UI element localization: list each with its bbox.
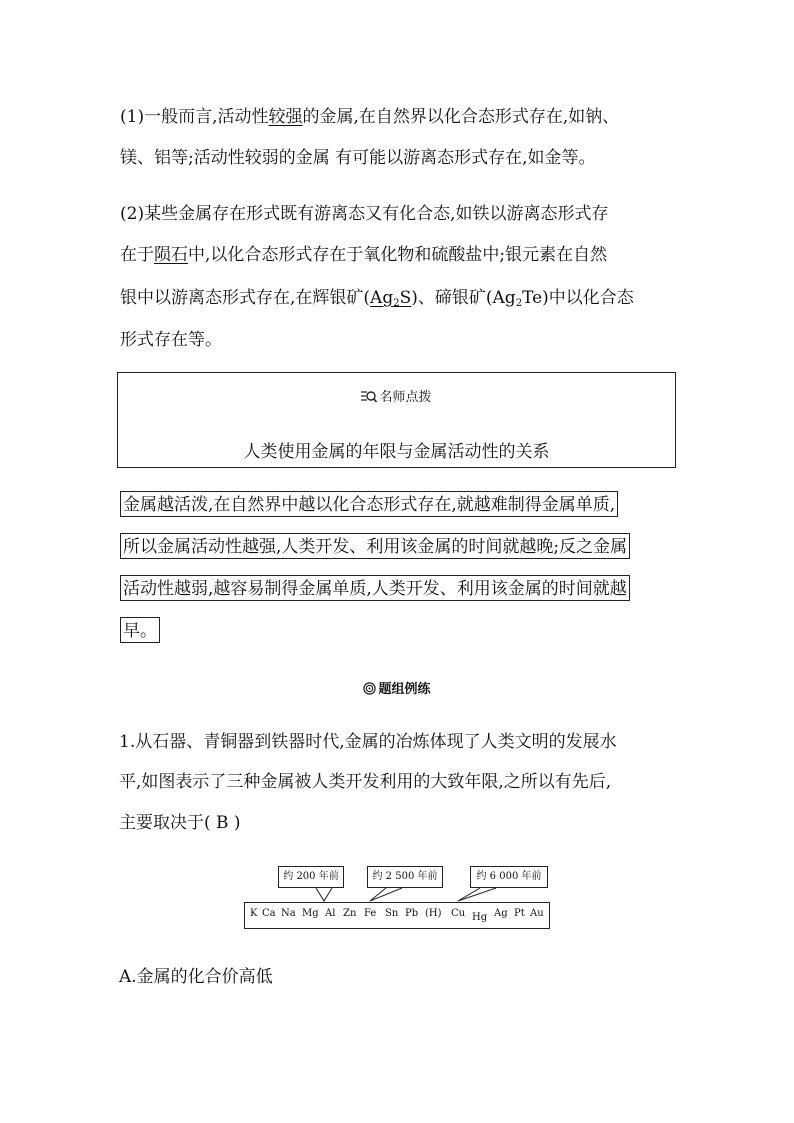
section-heading	[0, 678, 794, 699]
metal-k: K	[250, 908, 258, 919]
para1-line1	[120, 106, 619, 128]
para1-text-a: (1)一般而言,活动性	[120, 107, 269, 127]
formula-ag2s-s: S	[399, 288, 412, 308]
boxed-line-4: 早。	[120, 617, 160, 643]
para2-line3-text-a: 银中以游离态形式存在,在辉银矿(	[120, 288, 371, 308]
boxed-line-3: 活动性越弱,越容易制得金属单质,人类开发、利用该金属的时间就越	[120, 575, 630, 601]
formula-ag2s	[370, 288, 411, 308]
para1-underlined: 较强	[268, 107, 303, 127]
metal-hg: Hg	[472, 912, 488, 923]
para2-line1: (2)某些金属存在形式既有游离态又有化合态,如铁以游离态形式存	[120, 204, 609, 224]
metal-era-figure	[244, 858, 550, 930]
para2-line3	[120, 287, 634, 315]
para2-line3-text-c: Te)中以化合态	[522, 288, 634, 308]
para2-line4: 形式存在等。	[120, 330, 222, 350]
tip-title: 人类使用金属的年限与金属活动性的关系	[243, 442, 550, 462]
para2-line2	[120, 244, 607, 266]
metal-al: Al	[325, 908, 336, 919]
era-label-2500: 约 2 500 年前	[367, 866, 443, 888]
metal-mg: Mg	[302, 908, 319, 919]
question1-line1: 1.从石器、青铜器到铁器时代,金属的冶炼体现了人类文明的发展水	[119, 732, 617, 752]
para2-text-a: 在于	[120, 245, 154, 265]
metal-ag: Ag	[494, 908, 508, 919]
question1-line3: 主要取决于( B )	[119, 813, 241, 833]
teacher-tip-box	[117, 372, 676, 468]
metal-na: Na	[281, 908, 296, 919]
metal-cu: Cu	[451, 908, 466, 919]
metal-zn: Zn	[343, 908, 357, 919]
metal-au: Au	[530, 908, 544, 919]
metal-pt: Pt	[514, 908, 525, 919]
boxed-line-2: 所以金属活动性越强,人类开发、利用该金属的时间就越晚;反之金属	[120, 533, 630, 559]
metal-sn: Sn	[385, 908, 399, 919]
para1-line2: 镁、铝等;活动性较弱的金属 有可能以游离态形式存在,如金等。	[120, 148, 596, 168]
para2-text-b: 中,以化合态形式存在于氧化物和硫酸盐中;银元素在自然	[188, 245, 608, 265]
para2-underlined: 陨石	[154, 245, 188, 265]
metal-fe: Fe	[364, 908, 377, 919]
formula-ag2te-sub: 2	[515, 298, 523, 309]
para2-line3-text-b: )、碲银矿(Ag	[411, 288, 516, 308]
era-label-200: 约 200 年前	[278, 866, 344, 888]
magnifier-list-icon	[361, 390, 377, 407]
para1-text-b: 的金属,在自然界以化合态形式存在,如钠、	[302, 107, 620, 127]
tip-heading	[118, 386, 675, 407]
choice-a: A.金属的化合价高低	[119, 967, 273, 987]
era-label-6000: 约 6 000 年前	[470, 866, 548, 888]
metal-ca: Ca	[262, 908, 276, 919]
metal-pb: Pb	[405, 908, 419, 919]
question1-line2: 平,如图表示了三种金属被人类开发利用的大致年限,之所以有先后,	[119, 772, 612, 792]
target-icon	[363, 682, 376, 699]
metal-h: (H)	[425, 908, 442, 919]
boxed-line-1: 金属越活泼,在自然界中越以化合态形式存在,就越难制得金属单质,	[120, 491, 618, 517]
tip-heading-text: 名师点拨	[379, 390, 432, 405]
formula-ag2s-sub: 2	[393, 298, 400, 309]
section-heading-text: 题组例练	[378, 682, 431, 697]
formula-ag2s-ag: Ag	[370, 288, 394, 308]
